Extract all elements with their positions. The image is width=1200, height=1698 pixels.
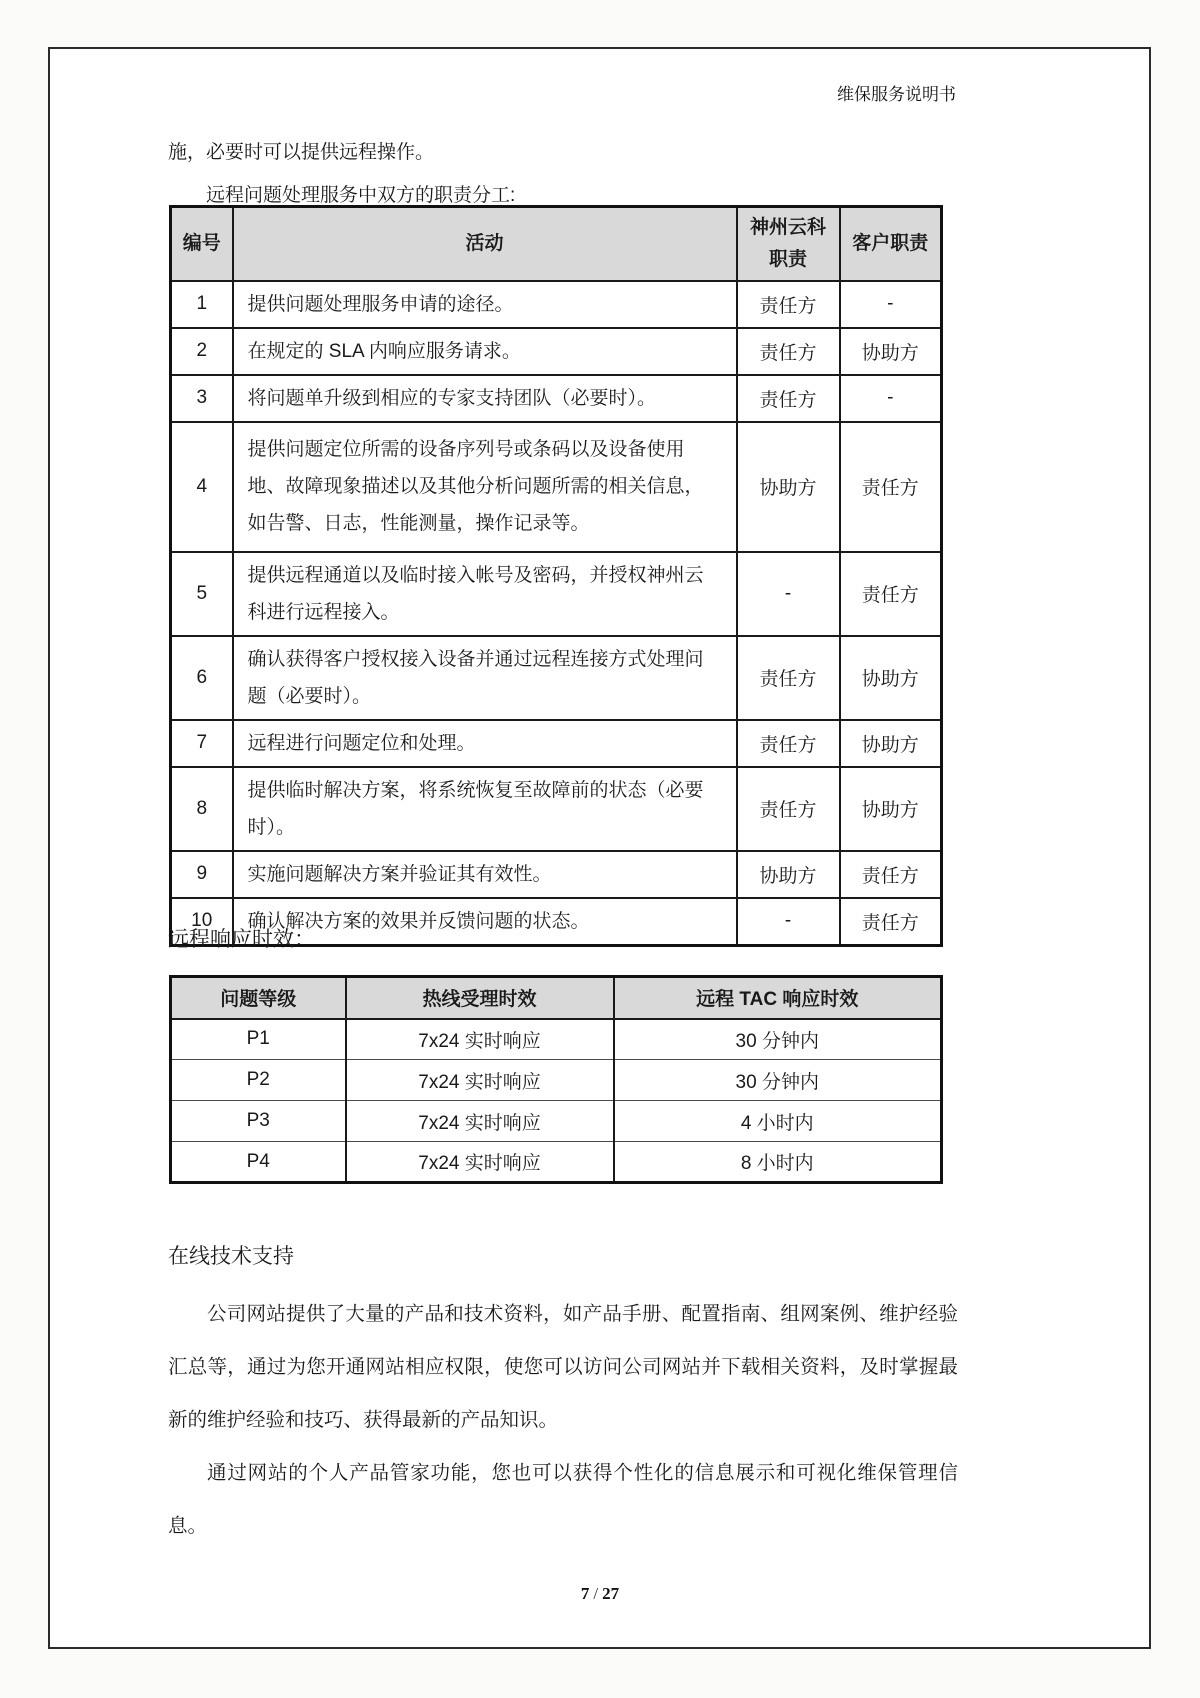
cell-vendor-duty: 责任方: [737, 328, 840, 375]
page-number-footer: [0, 1584, 1200, 1604]
cell-vendor-duty: 协助方: [737, 422, 840, 552]
cell-hotline: 7x24 实时响应: [346, 1101, 614, 1142]
cell-customer-duty: 协助方: [840, 767, 942, 851]
col-header-vendor-line1: 神州云科: [749, 216, 826, 238]
cell-number: 4: [171, 422, 233, 552]
sla-response-table: [169, 975, 943, 1184]
cell-hotline: 7x24 实时响应: [346, 1142, 614, 1183]
cell-activity: 确认解决方案的效果并反馈问题的状态。: [233, 898, 737, 946]
document-header-title: 维保服务说明书: [837, 85, 956, 104]
cell-number: 9: [171, 851, 233, 898]
col-header-number: 编号: [171, 207, 233, 281]
page-number-separator: /: [593, 1584, 599, 1603]
online-support-paragraph-1: 公司网站提供了大量的产品和技术资料，如产品手册、配置指南、组网案例、维护经验汇总等，通过为您开通网站相应权限，使您可以访问公司网站并下载相关资料，及时掌握最新的维护经验和技巧、获得最新的产品知识。: [168, 1303, 958, 1431]
cell-tac: 8 小时内: [614, 1142, 942, 1183]
col-header-customer-duty: 客户职责: [840, 207, 942, 281]
cell-vendor-duty: 协助方: [737, 851, 840, 898]
cell-activity: 确认获得客户授权接入设备并通过远程连接方式处理问题（必要时）。: [233, 636, 737, 720]
cell-customer-duty: 协助方: [840, 636, 942, 720]
cell-vendor-duty: 责任方: [737, 375, 840, 422]
cell-hotline: 7x24 实时响应: [346, 1060, 614, 1101]
cell-number: 6: [171, 636, 233, 720]
col-header-tac-sla: 远程 TAC 响应时效: [614, 977, 942, 1019]
cell-customer-duty: -: [840, 281, 942, 328]
table-row: [171, 720, 942, 767]
cell-vendor-duty: 责任方: [737, 281, 840, 328]
cell-number: 7: [171, 720, 233, 767]
table-row: [171, 767, 942, 851]
table-row: [171, 552, 942, 636]
online-support-paragraph-2: 通过网站的个人产品管家功能，您也可以获得个性化的信息展示和可视化维保管理信息。: [168, 1462, 958, 1537]
page-number-total: 27: [602, 1584, 620, 1603]
cell-customer-duty: 协助方: [840, 328, 942, 375]
cell-activity: 提供临时解决方案，将系统恢复至故障前的状态（必要时）。: [233, 767, 737, 851]
cell-vendor-duty: -: [737, 552, 840, 636]
cell-number: 1: [171, 281, 233, 328]
responsibility-table-header-row: [171, 207, 942, 281]
cell-vendor-duty: 责任方: [737, 767, 840, 851]
sla-section-title: 远程响应时效：: [168, 928, 315, 951]
cell-vendor-duty: 责任方: [737, 720, 840, 767]
cell-activity: 提供问题处理服务申请的途径。: [233, 281, 737, 328]
cell-customer-duty: -: [840, 375, 942, 422]
cell-number: 8: [171, 767, 233, 851]
cell-customer-duty: 责任方: [840, 851, 942, 898]
col-header-vendor-duty: [737, 207, 840, 281]
duty-table-caption: 远程问题处理服务中双方的职责分工:: [206, 185, 516, 206]
cell-level: P2: [171, 1060, 346, 1101]
col-header-problem-level: 问题等级: [171, 977, 346, 1019]
cell-customer-duty: 协助方: [840, 720, 942, 767]
intro-paragraph-continuation: 施，必要时可以提供远程操作。: [168, 142, 435, 163]
table-row: [171, 1142, 942, 1183]
cell-hotline: 7x24 实时响应: [346, 1019, 614, 1060]
cell-number: 10: [171, 898, 233, 946]
page-number-current: 7: [580, 1584, 590, 1603]
table-row: [171, 1101, 942, 1142]
cell-tac: 4 小时内: [614, 1101, 942, 1142]
table-row: [171, 636, 942, 720]
table-row: [171, 851, 942, 898]
table-row: [171, 1019, 942, 1060]
cell-level: P3: [171, 1101, 346, 1142]
col-header-vendor-line2: 职责: [768, 248, 807, 270]
cell-customer-duty: 责任方: [840, 422, 942, 552]
cell-customer-duty: 责任方: [840, 898, 942, 946]
cell-tac: 30 分钟内: [614, 1060, 942, 1101]
table-row: [171, 422, 942, 552]
table-row: [171, 375, 942, 422]
cell-number: 2: [171, 328, 233, 375]
cell-vendor-duty: -: [737, 898, 840, 946]
table-row: [171, 1060, 942, 1101]
cell-activity: 实施问题解决方案并验证其有效性。: [233, 851, 737, 898]
cell-number: 3: [171, 375, 233, 422]
cell-level: P1: [171, 1019, 346, 1060]
cell-activity: 提供问题定位所需的设备序列号或条码以及设备使用地、故障现象描述以及其他分析问题所需的相关信息，如告警、日志，性能测量，操作记录等。: [233, 422, 737, 552]
cell-number: 5: [171, 552, 233, 636]
sla-table-header-row: [171, 977, 942, 1019]
responsibility-table: [169, 205, 943, 947]
col-header-hotline-sla: 热线受理时效: [346, 977, 614, 1019]
table-row: [171, 281, 942, 328]
online-support-section-title: 在线技术支持: [168, 1245, 294, 1268]
cell-customer-duty: 责任方: [840, 552, 942, 636]
table-row: [171, 328, 942, 375]
col-header-activity: 活动: [233, 207, 737, 281]
cell-activity: 提供远程通道以及临时接入帐号及密码，并授权神州云科进行远程接入。: [233, 552, 737, 636]
cell-activity: 在规定的 SLA 内响应服务请求。: [233, 328, 737, 375]
cell-vendor-duty: 责任方: [737, 636, 840, 720]
cell-level: P4: [171, 1142, 346, 1183]
cell-tac: 30 分钟内: [614, 1019, 942, 1060]
cell-activity: 将问题单升级到相应的专家支持团队（必要时）。: [233, 375, 737, 422]
cell-activity: 远程进行问题定位和处理。: [233, 720, 737, 767]
